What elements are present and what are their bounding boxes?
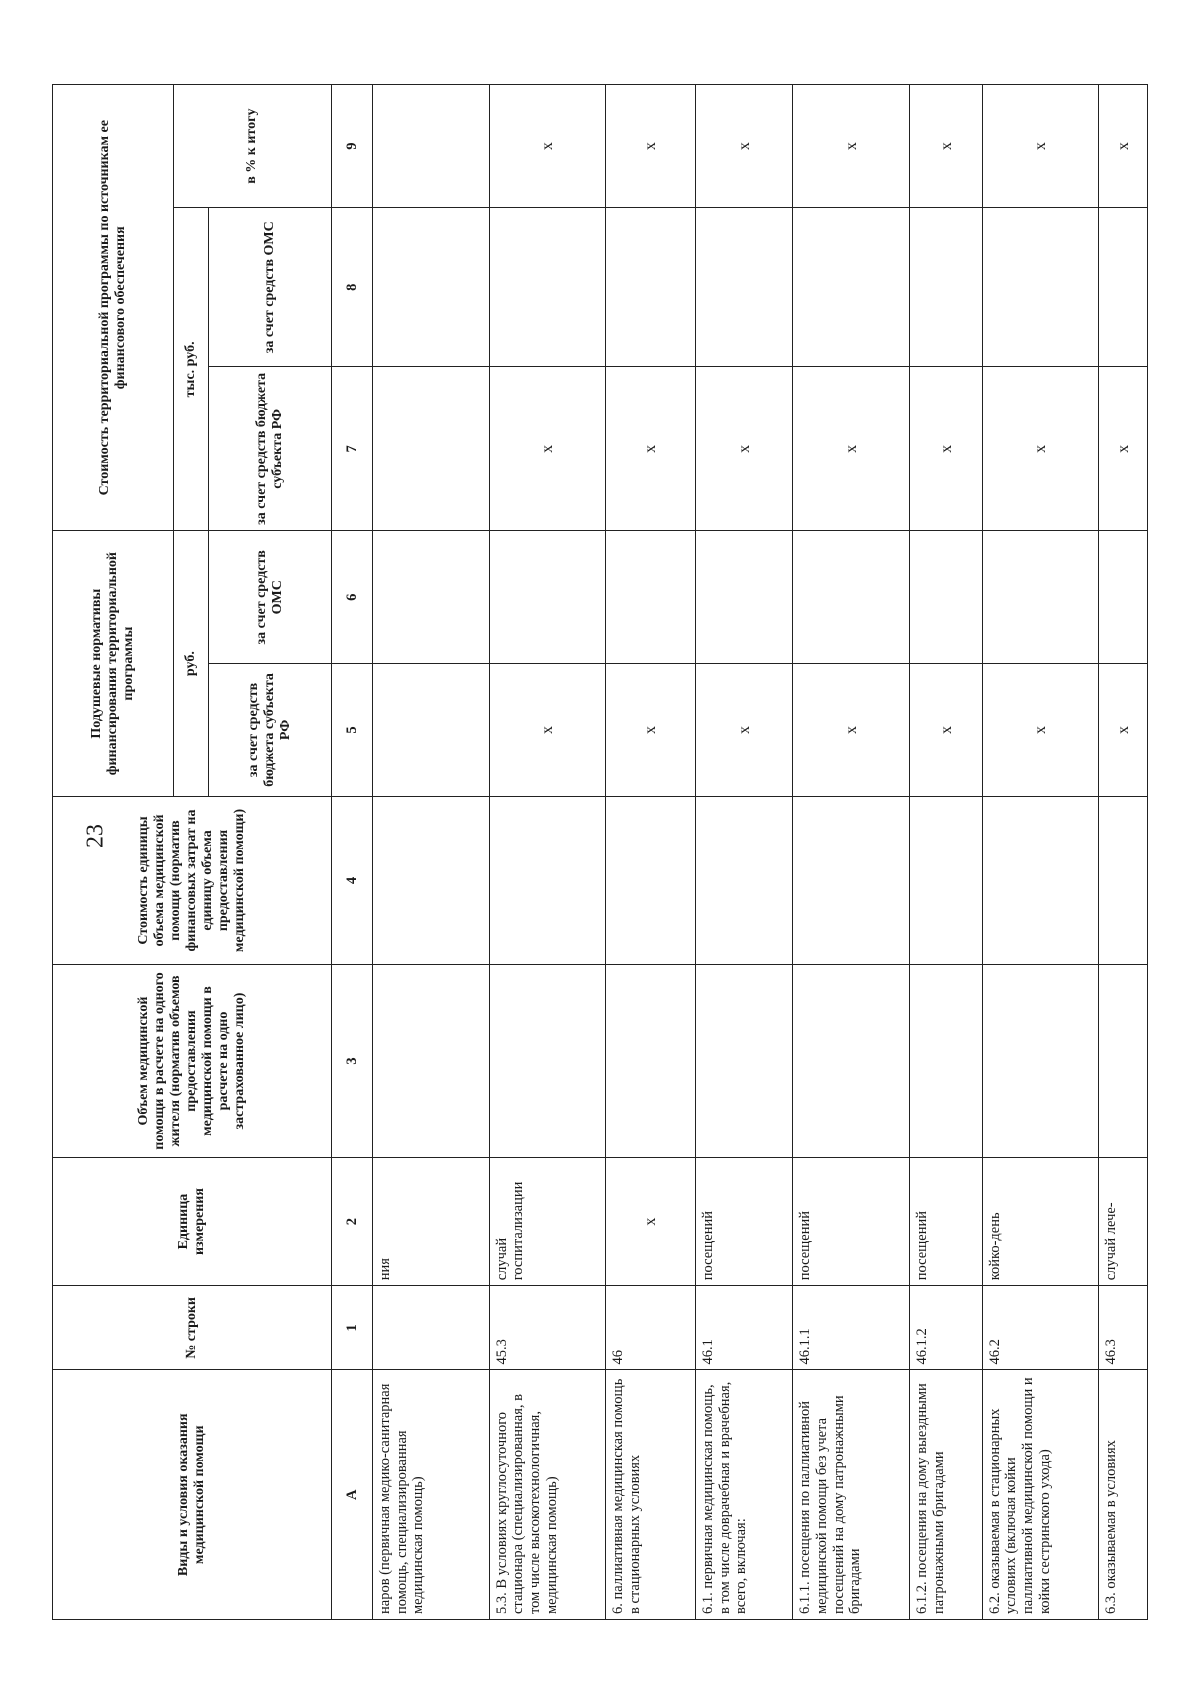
row-col-8 bbox=[909, 208, 982, 367]
row-unit: случай госпитализации bbox=[489, 1157, 606, 1285]
header-col-5: за счет средств бюджета субъекта РФ bbox=[209, 664, 332, 797]
row-name: 5.3. В условиях круглосуточного стационара (специализированная, в том числе высокотехнологичная, медицинская помощь) bbox=[489, 1370, 606, 1620]
rotated-table-wrapper bbox=[52, 84, 1148, 1620]
row-col-3 bbox=[1099, 965, 1148, 1158]
row-col-5: х bbox=[696, 664, 793, 797]
row-col-6 bbox=[606, 531, 696, 664]
row-number: 46.3 bbox=[1099, 1286, 1148, 1370]
row-col-3 bbox=[373, 965, 490, 1158]
row-col-3 bbox=[489, 965, 606, 1158]
row-col-4 bbox=[909, 796, 982, 964]
financing-table bbox=[52, 84, 1148, 1620]
table-row bbox=[793, 85, 910, 1620]
row-number: 46.1.1 bbox=[793, 1286, 910, 1370]
header-unit-thous: тыс. руб. bbox=[174, 208, 209, 531]
colnum-9: 9 bbox=[332, 85, 373, 208]
row-col-3 bbox=[606, 965, 696, 1158]
row-col-8 bbox=[1099, 208, 1148, 367]
row-col-4 bbox=[696, 796, 793, 964]
header-col-a: Виды и условия оказания медицинской помощи bbox=[53, 1370, 332, 1620]
colnum-6: 6 bbox=[332, 531, 373, 664]
row-number: 45.3 bbox=[489, 1286, 606, 1370]
row-col-8 bbox=[373, 208, 490, 367]
row-col-4 bbox=[1099, 796, 1148, 964]
row-name: 6. паллиативная медицинская помощь в стационарных условиях bbox=[606, 1370, 696, 1620]
row-col-3 bbox=[909, 965, 982, 1158]
table-row bbox=[489, 85, 606, 1620]
row-col-9: х bbox=[1099, 85, 1148, 208]
colnum-7: 7 bbox=[332, 367, 373, 531]
row-unit: посещений bbox=[793, 1157, 910, 1285]
row-col-4 bbox=[982, 796, 1099, 964]
row-col-5: х bbox=[606, 664, 696, 797]
row-col-7: х bbox=[982, 367, 1099, 531]
row-unit: х bbox=[606, 1157, 696, 1285]
header-col-2: Единица измерения bbox=[53, 1157, 332, 1285]
row-col-9 bbox=[373, 85, 490, 208]
row-col-6 bbox=[696, 531, 793, 664]
row-col-6 bbox=[489, 531, 606, 664]
table-row bbox=[982, 85, 1099, 1620]
colnum-8: 8 bbox=[332, 208, 373, 367]
colnum-5: 5 bbox=[332, 664, 373, 797]
colnum-1: 1 bbox=[332, 1286, 373, 1370]
colnum-a: А bbox=[332, 1370, 373, 1620]
row-col-5: х bbox=[489, 664, 606, 797]
row-name: 6.3. оказываемая в условиях bbox=[1099, 1370, 1148, 1620]
row-col-5: х bbox=[982, 664, 1099, 797]
row-col-9: х bbox=[909, 85, 982, 208]
row-name: наров (первичная медико-санитарная помощь, специализированная медицинская помощь) bbox=[373, 1370, 490, 1620]
header-col-6: за счет средств ОМС bbox=[209, 531, 332, 664]
row-col-7: х bbox=[1099, 367, 1148, 531]
row-col-5 bbox=[373, 664, 490, 797]
colnum-3: 3 bbox=[332, 965, 373, 1158]
header-col-3: Объем медицинской помощи в расчете на одного жителя (норматив объемов предоставления медицинской помощи в расчете на одно застрахованное лицо) bbox=[53, 965, 332, 1158]
header-row-1 bbox=[53, 85, 174, 1620]
row-col-4 bbox=[373, 796, 490, 964]
row-col-9: х bbox=[982, 85, 1099, 208]
row-col-9: х bbox=[793, 85, 910, 208]
row-number bbox=[373, 1286, 490, 1370]
row-unit: посещений bbox=[696, 1157, 793, 1285]
row-col-3 bbox=[982, 965, 1099, 1158]
row-col-7: х bbox=[909, 367, 982, 531]
row-col-6 bbox=[909, 531, 982, 664]
header-group-cost: Стоимость территориальной программы по источникам ее финансового обеспечения bbox=[53, 85, 174, 531]
row-col-9: х bbox=[606, 85, 696, 208]
row-col-5: х bbox=[909, 664, 982, 797]
row-number: 46.1 bbox=[696, 1286, 793, 1370]
header-col-1: № строки bbox=[53, 1286, 332, 1370]
row-name: 6.1.1. посещения по паллиативной медицинской помощи без учета посещений на дому патронажными бригадами bbox=[793, 1370, 910, 1620]
row-col-3 bbox=[793, 965, 910, 1158]
table-row bbox=[909, 85, 982, 1620]
row-unit: койко-день bbox=[982, 1157, 1099, 1285]
row-col-8 bbox=[489, 208, 606, 367]
column-number-row bbox=[332, 85, 373, 1620]
row-col-7: х bbox=[489, 367, 606, 531]
row-name: 6.1. первичная медицинская помощь, в том числе доврачебная и врачебная, всего, включая: bbox=[696, 1370, 793, 1620]
row-col-6 bbox=[1099, 531, 1148, 664]
colnum-2: 2 bbox=[332, 1157, 373, 1285]
row-col-7: х bbox=[696, 367, 793, 531]
row-col-3 bbox=[696, 965, 793, 1158]
row-col-8 bbox=[606, 208, 696, 367]
row-col-8 bbox=[982, 208, 1099, 367]
colnum-4: 4 bbox=[332, 796, 373, 964]
page-number: 23 bbox=[82, 824, 109, 848]
table-row bbox=[373, 85, 490, 1620]
row-name: 6.1.2. посещения на дому выездными патронажными бригадами bbox=[909, 1370, 982, 1620]
row-col-4 bbox=[489, 796, 606, 964]
table-row bbox=[696, 85, 793, 1620]
row-col-5: х bbox=[793, 664, 910, 797]
table-row bbox=[606, 85, 696, 1620]
header-group-norms: Подушевые нормативы финансирования территориальной программы bbox=[53, 531, 174, 796]
row-number: 46 bbox=[606, 1286, 696, 1370]
row-col-9: х bbox=[489, 85, 606, 208]
header-unit-rub: руб. bbox=[174, 531, 209, 796]
row-unit: посещений bbox=[909, 1157, 982, 1285]
row-name: 6.2. оказываемая в стационарных условиях (включая койки паллиативной медицинской помощи и койки сестринского ухода) bbox=[982, 1370, 1099, 1620]
row-col-6 bbox=[982, 531, 1099, 664]
row-col-8 bbox=[793, 208, 910, 367]
row-col-8 bbox=[696, 208, 793, 367]
row-col-6 bbox=[793, 531, 910, 664]
row-col-9: х bbox=[696, 85, 793, 208]
row-col-7: х bbox=[793, 367, 910, 531]
header-col-9: в % к итогу bbox=[174, 85, 332, 208]
row-col-4 bbox=[793, 796, 910, 964]
row-number: 46.1.2 bbox=[909, 1286, 982, 1370]
header-col-4: Стоимость единицы объема медицинской помощи (норматив финансовых затрат на единицу объема предоставления медицинской помощи) bbox=[53, 796, 332, 964]
row-col-6 bbox=[373, 531, 490, 664]
row-col-7 bbox=[373, 367, 490, 531]
header-col-8: за счет средств ОМС bbox=[209, 208, 332, 367]
row-number: 46.2 bbox=[982, 1286, 1099, 1370]
row-col-7: х bbox=[606, 367, 696, 531]
row-col-5: х bbox=[1099, 664, 1148, 797]
row-unit: ния bbox=[373, 1157, 490, 1285]
row-unit: случай лече- bbox=[1099, 1157, 1148, 1285]
table-row bbox=[1099, 85, 1148, 1620]
row-col-4 bbox=[606, 796, 696, 964]
header-col-7: за счет средств бюджета субъекта РФ bbox=[209, 367, 332, 531]
